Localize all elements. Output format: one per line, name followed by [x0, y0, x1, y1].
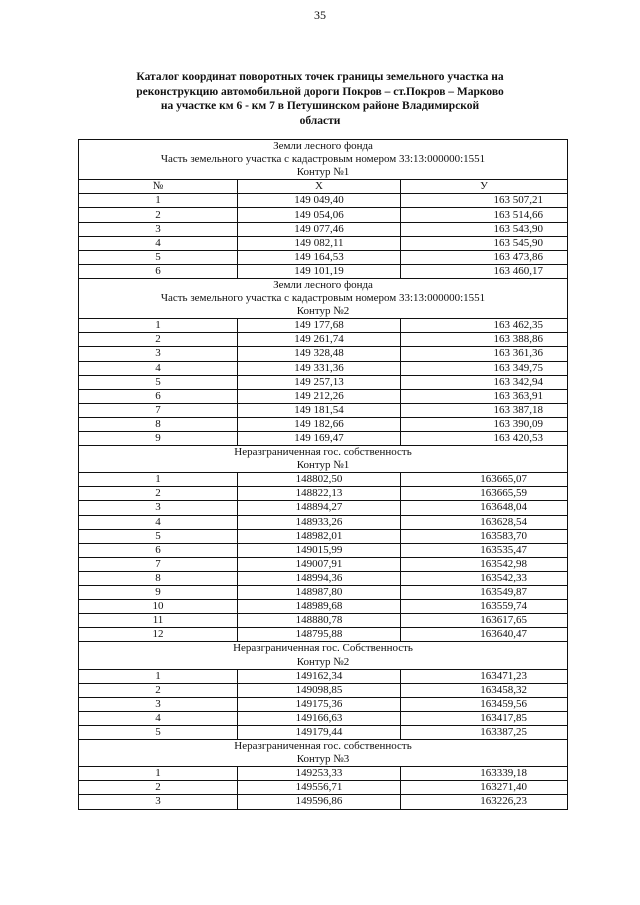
y-coordinate-cell: 163226,23	[401, 795, 568, 809]
x-coordinate-cell: 149 212,26	[238, 389, 401, 403]
x-coordinate-cell: 149253,33	[238, 767, 401, 781]
section-heading-row	[79, 292, 568, 305]
page-number: 35	[314, 8, 326, 22]
point-number-cell: 1	[79, 319, 238, 333]
y-coordinate-cell: 163 420,53	[401, 431, 568, 445]
table-row	[79, 683, 568, 697]
y-coordinate-cell: 163549,87	[401, 586, 568, 600]
table-row	[79, 781, 568, 795]
point-number-cell: 5	[79, 725, 238, 739]
x-coordinate-cell: 149 049,40	[238, 194, 401, 208]
title-line: реконструкцию автомобильной дороги Покров – ст.Покров – Марково	[136, 85, 504, 98]
point-number-cell: 2	[79, 781, 238, 795]
x-coordinate-cell: 148933,26	[238, 515, 401, 529]
y-coordinate-cell: 163387,25	[401, 725, 568, 739]
table-row	[79, 501, 568, 515]
section-heading: Часть земельного участка с кадастровым номером 33:13:000000:1551	[79, 292, 568, 305]
point-number-cell: 1	[79, 669, 238, 683]
point-number-cell: 9	[79, 586, 238, 600]
x-coordinate-cell: 148802,50	[238, 473, 401, 487]
x-coordinate-cell: 148795,88	[238, 628, 401, 642]
table-row	[79, 264, 568, 278]
point-number-cell: 5	[79, 250, 238, 264]
point-number-cell: 10	[79, 600, 238, 614]
table-row	[79, 586, 568, 600]
x-coordinate-cell: 149 331,36	[238, 361, 401, 375]
section-heading: Земли лесного фонда	[79, 140, 568, 154]
x-coordinate-cell: 149596,86	[238, 795, 401, 809]
point-number-cell: 9	[79, 431, 238, 445]
y-coordinate-cell: 163665,59	[401, 487, 568, 501]
y-coordinate-cell: 163640,47	[401, 628, 568, 642]
point-number-cell: 6	[79, 264, 238, 278]
x-coordinate-cell: 148880,78	[238, 614, 401, 628]
table-row	[79, 487, 568, 501]
point-number-cell: 11	[79, 614, 238, 628]
y-coordinate-cell: 163 514,66	[401, 208, 568, 222]
y-coordinate-cell: 163 462,35	[401, 319, 568, 333]
point-number-cell: 3	[79, 795, 238, 809]
x-coordinate-cell: 148987,80	[238, 586, 401, 600]
point-number-cell: 2	[79, 208, 238, 222]
y-coordinate-cell: 163648,04	[401, 501, 568, 515]
contour-label: Контур №2	[79, 305, 568, 319]
table-row	[79, 571, 568, 585]
table-row	[79, 389, 568, 403]
y-coordinate-cell: 163 361,36	[401, 347, 568, 361]
table-row	[79, 473, 568, 487]
x-coordinate-cell: 149 177,68	[238, 319, 401, 333]
x-coordinate-cell: 149 101,19	[238, 264, 401, 278]
y-coordinate-cell: 163 387,18	[401, 403, 568, 417]
table-row	[79, 361, 568, 375]
x-coordinate-cell: 149179,44	[238, 725, 401, 739]
x-coordinate-cell: 149007,91	[238, 557, 401, 571]
point-number-cell: 1	[79, 767, 238, 781]
section-heading-row	[79, 655, 568, 669]
x-coordinate-cell: 149556,71	[238, 781, 401, 795]
x-coordinate-cell: 149175,36	[238, 697, 401, 711]
section-heading-row	[79, 753, 568, 767]
x-coordinate-cell: 149 164,53	[238, 250, 401, 264]
point-number-cell: 1	[79, 194, 238, 208]
table-row	[79, 222, 568, 236]
y-coordinate-cell: 163 460,17	[401, 264, 568, 278]
x-coordinate-cell: 149 261,74	[238, 333, 401, 347]
table-row	[79, 236, 568, 250]
y-coordinate-cell: 163 543,90	[401, 222, 568, 236]
y-coordinate-cell: 163417,85	[401, 711, 568, 725]
point-number-cell: 12	[79, 628, 238, 642]
title-line: Каталог координат поворотных точек границы земельного участка на	[136, 71, 504, 83]
x-coordinate-cell: 148894,27	[238, 501, 401, 515]
point-number-cell: 3	[79, 501, 238, 515]
y-coordinate-cell: 163542,98	[401, 557, 568, 571]
table-row	[79, 403, 568, 417]
table-row	[79, 795, 568, 809]
title-line: на участке км 6 - км 7 в Петушинском районе Владимирской	[160, 100, 480, 112]
table-row	[79, 194, 568, 208]
point-number-cell: 3	[79, 222, 238, 236]
table-row	[79, 250, 568, 264]
table-row	[79, 600, 568, 614]
contour-label: Контур №2	[79, 655, 568, 669]
point-number-cell: 1	[79, 473, 238, 487]
table-row	[79, 529, 568, 543]
point-number-cell: 2	[79, 683, 238, 697]
table-row	[79, 711, 568, 725]
section-heading-row	[79, 740, 568, 754]
x-coordinate-cell: 149166,63	[238, 711, 401, 725]
table-row	[79, 515, 568, 529]
contour-label: Контур №3	[79, 753, 568, 767]
x-coordinate-cell: 149 054,06	[238, 208, 401, 222]
table-row	[79, 725, 568, 739]
y-coordinate-cell: 163628,54	[401, 515, 568, 529]
x-coordinate-cell: 148989,68	[238, 600, 401, 614]
y-coordinate-cell: 163617,65	[401, 614, 568, 628]
point-number-cell: 4	[79, 361, 238, 375]
x-coordinate-cell: 149162,34	[238, 669, 401, 683]
table-row	[79, 557, 568, 571]
col-header-y: У	[401, 180, 568, 194]
y-coordinate-cell: 163535,47	[401, 543, 568, 557]
y-coordinate-cell: 163 545,90	[401, 236, 568, 250]
point-number-cell: 6	[79, 389, 238, 403]
point-number-cell: 4	[79, 515, 238, 529]
x-coordinate-cell: 149 077,46	[238, 222, 401, 236]
table-row	[79, 375, 568, 389]
y-coordinate-cell: 163 349,75	[401, 361, 568, 375]
table-row	[79, 431, 568, 445]
x-coordinate-cell: 149 182,66	[238, 417, 401, 431]
coordinates-table-body	[79, 140, 568, 810]
point-number-cell: 4	[79, 236, 238, 250]
table-row	[79, 208, 568, 222]
contour-label: Контур №1	[79, 166, 568, 180]
x-coordinate-cell: 149 181,54	[238, 403, 401, 417]
section-heading: Неразграниченная гос. собственность	[79, 446, 568, 460]
table-row	[79, 767, 568, 781]
column-header-row	[79, 180, 568, 194]
y-coordinate-cell: 163 390,09	[401, 417, 568, 431]
x-coordinate-cell: 149 328,48	[238, 347, 401, 361]
point-number-cell: 7	[79, 557, 238, 571]
table-row	[79, 417, 568, 431]
point-number-cell: 3	[79, 347, 238, 361]
y-coordinate-cell: 163271,40	[401, 781, 568, 795]
point-number-cell: 8	[79, 417, 238, 431]
section-heading: Земли лесного фонда	[79, 278, 568, 292]
section-heading-row	[79, 166, 568, 180]
x-coordinate-cell: 148822,13	[238, 487, 401, 501]
section-heading-row	[79, 153, 568, 166]
x-coordinate-cell: 149 082,11	[238, 236, 401, 250]
table-row	[79, 628, 568, 642]
table-row	[79, 697, 568, 711]
y-coordinate-cell: 163 342,94	[401, 375, 568, 389]
x-coordinate-cell: 149 257,13	[238, 375, 401, 389]
y-coordinate-cell: 163542,33	[401, 571, 568, 585]
x-coordinate-cell: 149015,99	[238, 543, 401, 557]
y-coordinate-cell: 163471,23	[401, 669, 568, 683]
table-row	[79, 319, 568, 333]
section-heading-row	[79, 305, 568, 319]
coordinates-table	[78, 139, 568, 810]
document-title	[100, 70, 540, 128]
table-row	[79, 614, 568, 628]
y-coordinate-cell: 163339,18	[401, 767, 568, 781]
point-number-cell: 7	[79, 403, 238, 417]
point-number-cell: 2	[79, 333, 238, 347]
table-row	[79, 347, 568, 361]
point-number-cell: 4	[79, 711, 238, 725]
table-row	[79, 543, 568, 557]
x-coordinate-cell: 149098,85	[238, 683, 401, 697]
y-coordinate-cell: 163459,56	[401, 697, 568, 711]
y-coordinate-cell: 163583,70	[401, 529, 568, 543]
y-coordinate-cell: 163 507,21	[401, 194, 568, 208]
col-header-x: X	[238, 180, 401, 194]
y-coordinate-cell: 163458,32	[401, 683, 568, 697]
point-number-cell: 5	[79, 529, 238, 543]
section-heading-row	[79, 446, 568, 460]
point-number-cell: 3	[79, 697, 238, 711]
section-heading: Часть земельного участка с кадастровым номером 33:13:000000:1551	[79, 153, 568, 166]
x-coordinate-cell: 148994,36	[238, 571, 401, 585]
y-coordinate-cell: 163559,74	[401, 600, 568, 614]
section-heading-row	[79, 459, 568, 473]
point-number-cell: 2	[79, 487, 238, 501]
col-header-number: №	[79, 180, 238, 194]
y-coordinate-cell: 163 388,86	[401, 333, 568, 347]
y-coordinate-cell: 163665,07	[401, 473, 568, 487]
y-coordinate-cell: 163 363,91	[401, 389, 568, 403]
x-coordinate-cell: 148982,01	[238, 529, 401, 543]
section-heading: Неразграниченная гос. собственность	[79, 740, 568, 754]
x-coordinate-cell: 149 169,47	[238, 431, 401, 445]
table-row	[79, 333, 568, 347]
title-line: области	[299, 114, 341, 127]
point-number-cell: 8	[79, 571, 238, 585]
section-heading: Неразграниченная гос. Собственность	[79, 642, 568, 656]
section-heading-row	[79, 140, 568, 154]
point-number-cell: 5	[79, 375, 238, 389]
contour-label: Контур №1	[79, 459, 568, 473]
section-heading-row	[79, 278, 568, 292]
point-number-cell: 6	[79, 543, 238, 557]
y-coordinate-cell: 163 473,86	[401, 250, 568, 264]
table-row	[79, 669, 568, 683]
section-heading-row	[79, 642, 568, 656]
